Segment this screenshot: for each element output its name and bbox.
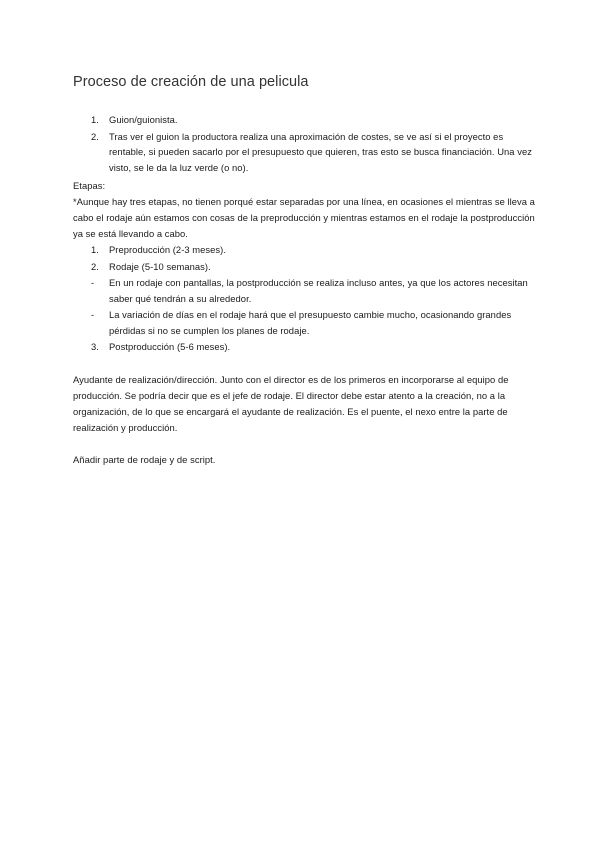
list-item — [73, 129, 540, 176]
list-marker: 2. — [91, 260, 99, 272]
list-marker: - — [91, 309, 95, 320]
list-marker: 2. — [91, 130, 99, 142]
list-item — [73, 275, 540, 306]
list-item — [73, 242, 540, 258]
list-item-text: Rodaje (5-10 semanas). — [109, 260, 211, 272]
list-item — [73, 307, 540, 338]
process-list — [73, 112, 540, 175]
list-item — [73, 339, 540, 355]
etapas-label: Etapas: — [73, 180, 106, 191]
list-marker: 1. — [91, 114, 99, 125]
stages-list — [73, 242, 540, 355]
list-item-text: Postproducción (5-6 meses). — [109, 341, 231, 352]
list-marker: - — [91, 277, 95, 288]
list-item — [73, 112, 540, 128]
final-note: Añadir parte de rodaje y de script. — [73, 453, 216, 465]
list-item-text: En un rodaje con pantallas, la postproducción se realiza incluso antes, ya que los actores necesitan saber qué tendrán a su alrededor. — [109, 277, 528, 304]
list-item-text: Tras ver el guion la productora realiza una aproximación de costes, se ve así si el proyecto es rentable, si pueden sacarlo por el presupuesto que quieren, tras esto se busca financiación. Una vez visto, se le da la luz verde (o no). — [109, 130, 532, 173]
ayudante-paragraph: Ayudante de realización/dirección. Junto con el director es de los primeros en incorporarse al equipo de producción. Se podría decir que es el jefe de rodaje. El director debe estar atento a la creación, no a la organización, de lo que se encargará el ayudante de realización. Es el puente, el nexo entre la parte de realización y producción. — [73, 373, 509, 433]
list-item-text: Guion/guionista. — [109, 114, 178, 125]
spacer — [73, 356, 540, 372]
list-marker: 3. — [91, 341, 99, 352]
list-item-text: La variación de días en el rodaje hará que el presupuesto cambie mucho, ocasionando grandes pérdidas si no se cumplen los planes de rodaje. — [109, 309, 512, 336]
list-marker: 1. — [91, 244, 99, 255]
document-title: Proceso de creación de una pelicula — [73, 74, 309, 90]
list-item — [73, 259, 540, 275]
spacer — [73, 436, 540, 452]
list-item-text: Preproducción (2-3 meses). — [109, 244, 226, 255]
etapas-note: *Aunque hay tres etapas, no tienen porqué estar separadas por una línea, en ocasiones el mientras se lleva a cabo el rodaje aún estamos con cosas de la preproducción y mientras estamos en el rodaje la postproducción ya se está llevando a cabo. — [73, 196, 535, 239]
